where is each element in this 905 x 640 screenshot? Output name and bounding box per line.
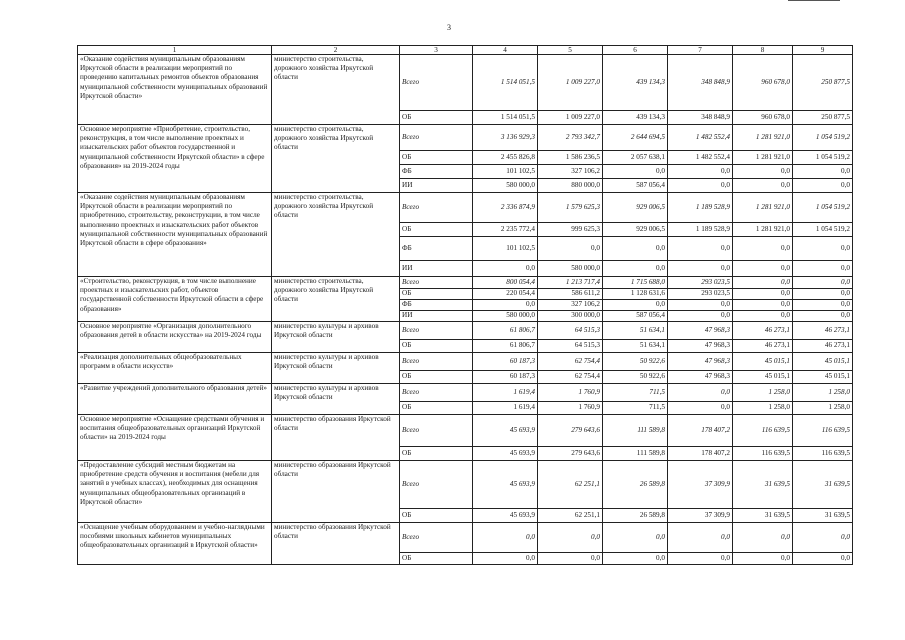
amount-cell: 1 054 519,2 — [793, 125, 853, 151]
amount-cell: 1 054 519,2 — [793, 151, 853, 165]
amount-cell: 1 054 519,2 — [793, 223, 853, 237]
amount-cell: 1 054 519,2 — [793, 193, 853, 223]
table-row — [78, 523, 853, 553]
amount-cell: 64 515,3 — [538, 322, 603, 340]
amount-cell: 800 054,4 — [473, 277, 538, 289]
header-row — [78, 46, 853, 55]
table-row — [78, 277, 853, 289]
amount-cell: 2 336 874,9 — [473, 193, 538, 223]
amount-cell: 0,0 — [668, 311, 733, 322]
amount-cell: 45 693,9 — [473, 447, 538, 461]
activity-description: «Развитие учреждений дополнительного образования детей» — [78, 384, 272, 415]
amount-cell: 0,0 — [668, 402, 733, 415]
amount-cell: 929 006,5 — [603, 193, 668, 223]
funding-source: Всего — [400, 461, 473, 509]
table-row — [78, 193, 853, 223]
responsible-organization: министерство образования Иркутской области — [272, 461, 400, 523]
funding-source: ОБ — [400, 447, 473, 461]
amount-cell: 62 754,4 — [538, 353, 603, 371]
amount-cell: 0,0 — [793, 261, 853, 277]
amount-cell: 0,0 — [668, 300, 733, 311]
amount-cell: 327 106,2 — [538, 300, 603, 311]
funding-source: ОБ — [400, 402, 473, 415]
amount-cell: 711,5 — [603, 384, 668, 402]
funding-source: Всего — [400, 125, 473, 151]
amount-cell: 1 009 227,0 — [538, 111, 603, 125]
amount-cell: 1 619,4 — [473, 402, 538, 415]
column-header: 3 — [400, 46, 473, 55]
amount-cell: 0,0 — [793, 277, 853, 289]
funding-source: ИИ — [400, 179, 473, 193]
amount-cell: 293 023,5 — [668, 289, 733, 300]
table-row — [78, 415, 853, 447]
funding-source: Всего — [400, 384, 473, 402]
table-row — [78, 461, 853, 509]
column-header: 5 — [538, 46, 603, 55]
responsible-organization: министерство строительства, дорожного хозяйства Иркутской области — [272, 193, 400, 277]
activity-description: «Оснащение учебным оборудованием и учебно-наглядными пособиями школьных кабинетов муниципальных общеобразовательных организаций в Иркутской области» — [78, 523, 272, 565]
amount-cell: 348 848,9 — [668, 111, 733, 125]
responsible-organization: министерство строительства, дорожного хозяйства Иркутской области — [272, 277, 400, 322]
amount-cell: 0,0 — [793, 165, 853, 179]
amount-cell: 250 877,5 — [793, 55, 853, 111]
amount-cell: 1 258,0 — [793, 384, 853, 402]
amount-cell: 45 015,1 — [733, 371, 793, 384]
responsible-organization: министерство образования Иркутской области — [272, 523, 400, 565]
amount-cell: 47 968,3 — [668, 353, 733, 371]
amount-cell: 1 514 051,5 — [473, 55, 538, 111]
amount-cell: 51 634,1 — [603, 340, 668, 353]
funding-source: ФБ — [400, 300, 473, 311]
funding-source: ОБ — [400, 151, 473, 165]
column-header: 4 — [473, 46, 538, 55]
amount-cell: 1 189 528,9 — [668, 193, 733, 223]
amount-cell: 0,0 — [473, 553, 538, 565]
responsible-organization: министерство строительства, дорожного хозяйства Иркутской области — [272, 55, 400, 125]
amount-cell: 1 482 552,4 — [668, 125, 733, 151]
amount-cell: 220 054,4 — [473, 289, 538, 300]
page-number: 3 — [447, 23, 451, 32]
amount-cell: 929 006,5 — [603, 223, 668, 237]
amount-cell: 62 754,4 — [538, 371, 603, 384]
amount-cell: 587 056,4 — [603, 179, 668, 193]
amount-cell: 580 000,0 — [473, 311, 538, 322]
responsible-organization: министерство культуры и архивов Иркутской области — [272, 322, 400, 353]
amount-cell: 1 281 921,0 — [733, 193, 793, 223]
funding-source: Всего — [400, 353, 473, 371]
amount-cell: 279 643,6 — [538, 447, 603, 461]
activity-description: «Предоставление субсидий местным бюджетам на приобретение средств обучения и воспитания (мебели для занятий в учебных классах), необходимых для оснащения муниципальных общеобразовательных организаций в Иркутской области» — [78, 461, 272, 523]
amount-cell: 31 639,5 — [733, 509, 793, 523]
table-row — [78, 125, 853, 151]
amount-cell: 0,0 — [603, 553, 668, 565]
amount-cell: 439 134,3 — [603, 111, 668, 125]
activity-description: Основное мероприятие «Оснащение средствами обучения и воспитания общеобразовательных организаций Иркутской области» на 2019-2024 годы — [78, 415, 272, 461]
amount-cell: 46 273,1 — [733, 340, 793, 353]
funding-source: ОБ — [400, 289, 473, 300]
amount-cell: 327 106,2 — [538, 165, 603, 179]
amount-cell: 47 968,3 — [668, 371, 733, 384]
amount-cell: 0,0 — [733, 300, 793, 311]
amount-cell: 1 189 528,9 — [668, 223, 733, 237]
amount-cell: 60 187,3 — [473, 353, 538, 371]
funding-source: ИИ — [400, 311, 473, 322]
amount-cell: 580 000,0 — [473, 179, 538, 193]
amount-cell: 178 407,2 — [668, 415, 733, 447]
amount-cell: 47 968,3 — [668, 340, 733, 353]
amount-cell: 116 639,5 — [793, 447, 853, 461]
table-row — [78, 353, 853, 371]
funding-source: ОБ — [400, 111, 473, 125]
amount-cell: 1 258,0 — [733, 402, 793, 415]
amount-cell: 1 514 051,5 — [473, 111, 538, 125]
amount-cell: 439 134,3 — [603, 55, 668, 111]
amount-cell: 51 634,1 — [603, 322, 668, 340]
amount-cell: 1 619,4 — [473, 384, 538, 402]
amount-cell: 1 258,0 — [733, 384, 793, 402]
amount-cell: 2 057 638,1 — [603, 151, 668, 165]
amount-cell: 0,0 — [793, 237, 853, 261]
amount-cell: 37 309,9 — [668, 461, 733, 509]
funding-source: ОБ — [400, 371, 473, 384]
responsible-organization: министерство культуры и архивов Иркутской области — [272, 384, 400, 415]
amount-cell: 50 922,6 — [603, 353, 668, 371]
amount-cell: 0,0 — [733, 237, 793, 261]
amount-cell: 45 693,9 — [473, 415, 538, 447]
amount-cell: 46 273,1 — [793, 340, 853, 353]
amount-cell: 3 136 929,3 — [473, 125, 538, 151]
amount-cell: 279 643,6 — [538, 415, 603, 447]
responsible-organization: министерство культуры и архивов Иркутской области — [272, 353, 400, 384]
amount-cell: 1 128 631,6 — [603, 289, 668, 300]
amount-cell: 250 877,5 — [793, 111, 853, 125]
amount-cell: 0,0 — [603, 165, 668, 179]
amount-cell: 45 015,1 — [793, 353, 853, 371]
amount-cell: 0,0 — [473, 300, 538, 311]
amount-cell: 0,0 — [793, 553, 853, 565]
amount-cell: 960 678,0 — [733, 55, 793, 111]
amount-cell: 0,0 — [603, 261, 668, 277]
funding-source: Всего — [400, 277, 473, 289]
amount-cell: 116 639,5 — [793, 415, 853, 447]
budget-table — [77, 45, 853, 565]
amount-cell: 0,0 — [538, 553, 603, 565]
funding-source: Всего — [400, 415, 473, 447]
amount-cell: 45 015,1 — [793, 371, 853, 384]
amount-cell: 64 515,3 — [538, 340, 603, 353]
amount-cell: 45 693,9 — [473, 509, 538, 523]
amount-cell: 47 968,3 — [668, 322, 733, 340]
activity-description: «Оказание содействия муниципальным образованиям Иркутской области в реализации мероприятий по проведению капитальных ремонтов объектов образования муниципальной собственности муниципальных образований Иркутской области» — [78, 55, 272, 125]
amount-cell: 116 639,5 — [733, 415, 793, 447]
amount-cell: 0,0 — [733, 179, 793, 193]
amount-cell: 0,0 — [733, 261, 793, 277]
amount-cell: 60 187,3 — [473, 371, 538, 384]
amount-cell: 0,0 — [733, 553, 793, 565]
amount-cell: 46 273,1 — [793, 322, 853, 340]
activity-description: «Строительство, реконструкция, в том числе выполнение проектных и изыскательских работ, объектов государственной собственности Иркутской области в сфере образования» — [78, 277, 272, 322]
amount-cell: 0,0 — [668, 384, 733, 402]
top-rule — [788, 0, 840, 1]
amount-cell: 0,0 — [793, 300, 853, 311]
amount-cell: 293 023,5 — [668, 277, 733, 289]
amount-cell: 62 251,1 — [538, 509, 603, 523]
funding-source: ФБ — [400, 237, 473, 261]
column-header: 7 — [668, 46, 733, 55]
table-row — [78, 384, 853, 402]
amount-cell: 101 102,5 — [473, 165, 538, 179]
amount-cell: 586 611,2 — [538, 289, 603, 300]
amount-cell: 0,0 — [733, 523, 793, 553]
amount-cell: 0,0 — [668, 179, 733, 193]
column-header: 8 — [733, 46, 793, 55]
funding-source: Всего — [400, 523, 473, 553]
amount-cell: 0,0 — [733, 311, 793, 322]
amount-cell: 0,0 — [538, 523, 603, 553]
amount-cell: 0,0 — [793, 311, 853, 322]
funding-source: ФБ — [400, 165, 473, 179]
amount-cell: 26 589,8 — [603, 461, 668, 509]
amount-cell: 0,0 — [668, 237, 733, 261]
amount-cell: 0,0 — [733, 165, 793, 179]
amount-cell: 0,0 — [668, 553, 733, 565]
amount-cell: 0,0 — [603, 300, 668, 311]
amount-cell: 46 273,1 — [733, 322, 793, 340]
responsible-organization: министерство образования Иркутской области — [272, 415, 400, 461]
amount-cell: 2 644 694,5 — [603, 125, 668, 151]
amount-cell: 1 579 625,3 — [538, 193, 603, 223]
amount-cell: 61 806,7 — [473, 340, 538, 353]
amount-cell: 178 407,2 — [668, 447, 733, 461]
amount-cell: 348 848,9 — [668, 55, 733, 111]
amount-cell: 1 482 552,4 — [668, 151, 733, 165]
amount-cell: 1 258,0 — [793, 402, 853, 415]
activity-description: Основное мероприятие «Организация дополнительного образования детей в области искусства» на 2019-2024 годы — [78, 322, 272, 353]
funding-source: Всего — [400, 193, 473, 223]
funding-source: ОБ — [400, 340, 473, 353]
amount-cell: 31 639,5 — [733, 461, 793, 509]
funding-source: ОБ — [400, 223, 473, 237]
column-header: 2 — [272, 46, 400, 55]
amount-cell: 0,0 — [733, 277, 793, 289]
amount-cell: 1 586 236,5 — [538, 151, 603, 165]
amount-cell: 0,0 — [603, 523, 668, 553]
amount-cell: 26 589,8 — [603, 509, 668, 523]
amount-cell: 960 678,0 — [733, 111, 793, 125]
amount-cell: 1 009 227,0 — [538, 55, 603, 111]
amount-cell: 711,5 — [603, 402, 668, 415]
amount-cell: 0,0 — [793, 523, 853, 553]
responsible-organization: министерство строительства, дорожного хозяйства Иркутской области — [272, 125, 400, 193]
column-header: 9 — [793, 46, 853, 55]
amount-cell: 0,0 — [668, 523, 733, 553]
amount-cell: 0,0 — [793, 289, 853, 300]
amount-cell: 31 639,5 — [793, 509, 853, 523]
amount-cell: 0,0 — [793, 179, 853, 193]
column-header: 1 — [78, 46, 272, 55]
amount-cell: 45 015,1 — [733, 353, 793, 371]
amount-cell: 1 281 921,0 — [733, 125, 793, 151]
funding-source: ОБ — [400, 553, 473, 565]
amount-cell: 0,0 — [668, 165, 733, 179]
amount-cell: 62 251,1 — [538, 461, 603, 509]
amount-cell: 116 639,5 — [733, 447, 793, 461]
amount-cell: 0,0 — [603, 237, 668, 261]
activity-description: «Реализация дополнительных общеобразовательных программ в области искусств» — [78, 353, 272, 384]
funding-source: ОБ — [400, 509, 473, 523]
amount-cell: 61 806,7 — [473, 322, 538, 340]
amount-cell: 1 760,9 — [538, 402, 603, 415]
amount-cell: 37 309,9 — [668, 509, 733, 523]
amount-cell: 111 589,8 — [603, 415, 668, 447]
amount-cell: 880 000,0 — [538, 179, 603, 193]
amount-cell: 580 000,0 — [538, 261, 603, 277]
amount-cell: 999 625,3 — [538, 223, 603, 237]
amount-cell: 0,0 — [473, 261, 538, 277]
amount-cell: 1 213 717,4 — [538, 277, 603, 289]
amount-cell: 1 281 921,0 — [733, 223, 793, 237]
amount-cell: 1 760,9 — [538, 384, 603, 402]
amount-cell: 0,0 — [668, 261, 733, 277]
activity-description: Основное мероприятие «Приобретение, строительство, реконструкция, в том числе выполнение проектных и изыскательских работ объектов государственной и муниципальной собственности Иркутской области» в сфере образования» на 2019-2024 годы — [78, 125, 272, 193]
amount-cell: 2 235 772,4 — [473, 223, 538, 237]
funding-source: Всего — [400, 55, 473, 111]
funding-source: Всего — [400, 322, 473, 340]
amount-cell: 0,0 — [538, 237, 603, 261]
table-row — [78, 55, 853, 111]
amount-cell: 587 056,4 — [603, 311, 668, 322]
amount-cell: 2 793 342,7 — [538, 125, 603, 151]
amount-cell: 300 000,0 — [538, 311, 603, 322]
amount-cell: 1 281 921,0 — [733, 151, 793, 165]
amount-cell: 2 455 826,8 — [473, 151, 538, 165]
amount-cell: 50 922,6 — [603, 371, 668, 384]
column-header: 6 — [603, 46, 668, 55]
amount-cell: 1 715 688,0 — [603, 277, 668, 289]
amount-cell: 45 693,9 — [473, 461, 538, 509]
amount-cell: 0,0 — [473, 523, 538, 553]
amount-cell: 101 102,5 — [473, 237, 538, 261]
activity-description: «Оказание содействия муниципальным образованиям Иркутской области в реализации мероприятий по приобретению, строительству, реконструкции, в том числе выполнению проектных и изыскательских работ объектов муниципальной собственности муниципальных образований Иркутской области в сфере образования» — [78, 193, 272, 277]
amount-cell: 0,0 — [733, 289, 793, 300]
amount-cell: 31 639,5 — [793, 461, 853, 509]
amount-cell: 111 589,8 — [603, 447, 668, 461]
funding-source: ИИ — [400, 261, 473, 277]
table-row — [78, 322, 853, 340]
